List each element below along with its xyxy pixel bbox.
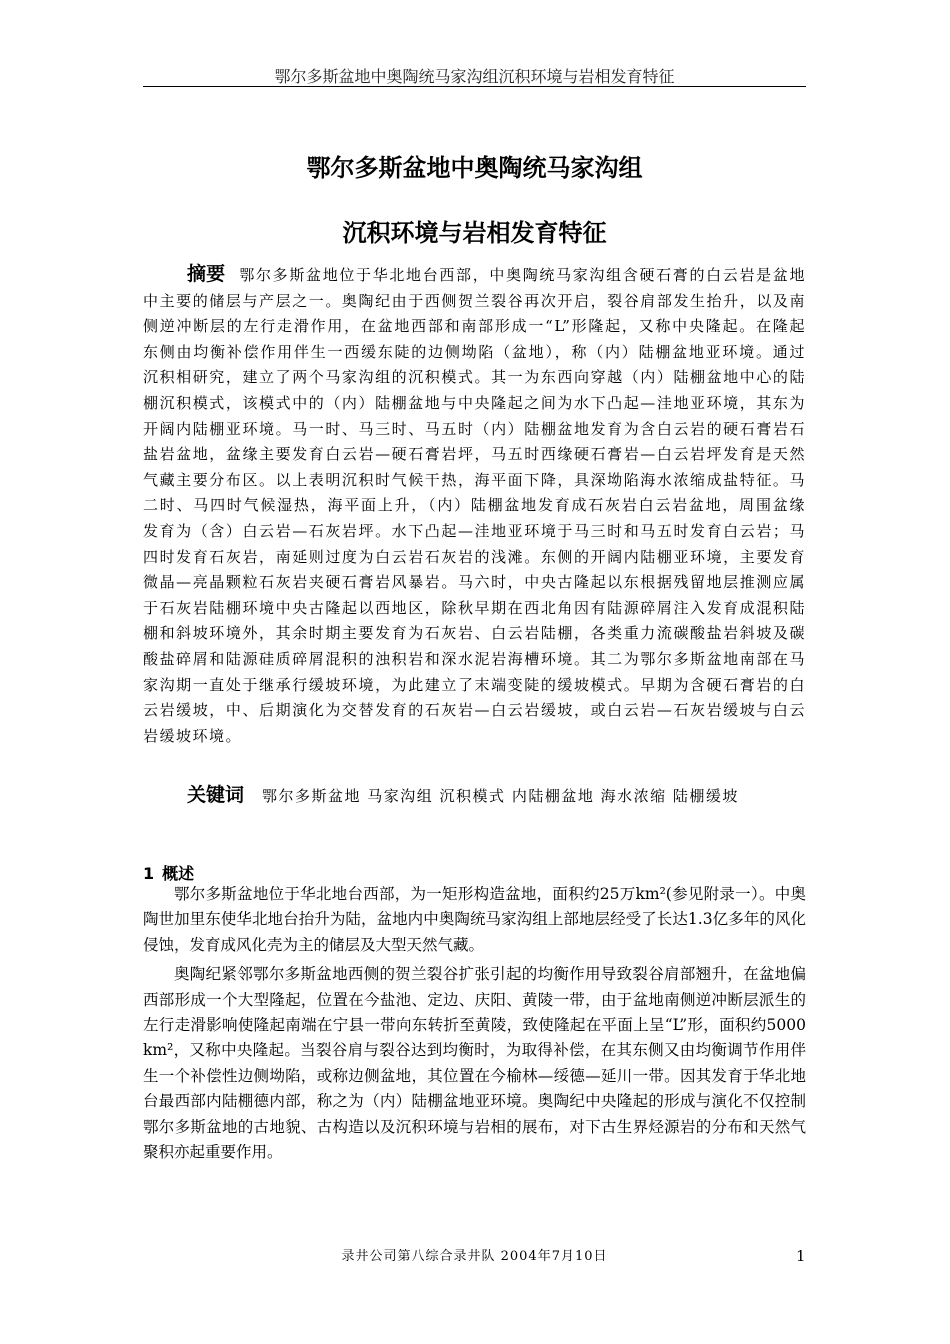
header-rule (143, 86, 806, 87)
keywords (143, 783, 806, 810)
document-title-line2: 沉积环境与岩相发育特征 (342, 219, 607, 247)
abstract (143, 262, 806, 749)
running-header: 鄂尔多斯盆地中奥陶统马家沟组沉积环境与岩相发育特征 (274, 67, 675, 86)
page-number: 1 (796, 1247, 806, 1265)
paragraph: 奥陶纪紧邻鄂尔多斯盆地西侧的贺兰裂谷扩张引起的均衡作用导致裂谷肩部翘升，在盆地偏西部形成一个大型隆起，位置在今盐池、定边、庆阳、黄陵一带，由于盆地南侧逆冲断层派生的左行走滑影响使隆起南端在宁县一带向东转折至黄陵，致使隆起在平面上呈“L”形，面积约5000 km²，又称中央隆起。当裂谷肩与裂谷达到均衡时，为取得补偿，在其东侧又由均衡调节作用伴生一个补偿性边侧坳陷，或称边侧盆地，其位置在今榆林—绥德—延川一带。因其发育于华北地台最西部内陆棚德内部，称之为（内）陆棚盆地亚环境。奥陶纪中央隆起的形成与演化不仅控制鄂尔多斯盆地的古地貌、古构造以及沉积环境与岩相的展布，对下古生界烃源岩的分布和天然气聚积亦起重要作用。 (143, 965, 806, 1162)
section-number: 1 (143, 864, 155, 883)
footer-text: 录井公司第八综合录井队 2004年7月10日 (341, 1249, 608, 1264)
keywords-text: 鄂尔多斯盆地 马家沟组 沉积模式 内陆棚盆地 海水浓缩 陆棚缓坡 (262, 787, 739, 805)
paragraph: 鄂尔多斯盆地位于华北地台西部，为一矩形构造盆地，面积约25万km²(参见附录一）。中奥陶世加里东使华北地台抬升为陆，盆地内中奥陶统马家沟组上部地层经受了长达1.3亿多年的风化侵蚀，发育成风化壳为主的储层及大型天然气藏。 (143, 885, 806, 954)
abstract-label: 摘要 (187, 263, 226, 285)
section-body (143, 882, 806, 1169)
keywords-label: 关键词 (187, 784, 245, 806)
document-title-line1: 鄂尔多斯盆地中奥陶统马家沟组 (306, 154, 643, 182)
section-heading (143, 861, 194, 884)
section-title: 概述 (162, 864, 195, 883)
abstract-text: 鄂尔多斯盆地位于华北地台西部，中奥陶统马家沟组含硬石膏的白云岩是盆地中主要的储层与产层之一。奥陶纪由于西侧贺兰裂谷再次开启，裂谷肩部发生抬升，以及南侧逆冲断层的左行走滑作用，在盆地西部和南部形成一“L”形隆起，又称中央隆起。在隆起东侧由均衡补偿作用伴生一西缓东陡的边侧坳陷（盆地），称（内）陆棚盆地亚环境。通过沉积相研究，建立了两个马家沟组的沉积模式。其一为东西向穿越（内）陆棚盆地中心的陆棚沉积模式，该模式中的（内）陆棚盆地与中央隆起之间为水下凸起—洼地亚环境，其东为开阔内陆棚亚环境。马一时、马三时、马五时（内）陆棚盆地发育为含白云岩的硬石膏岩石盐岩盆地，盆缘主要发育白云岩—硬石膏岩坪，马五时西缘硬石膏岩—白云岩坪发育是天然气藏主要分布区。以上表明沉积时气候干热，海平面下降，具深坳陷海水浓缩成盐特征。马二时、马四时气候湿热，海平面上升，（内）陆棚盆地发育成石灰岩白云岩盆地，周围盆缘发育为（含）白云岩—石灰岩坪。水下凸起—洼地亚环境于马三时和马五时发育白云岩；马四时发育石灰岩，南延则过度为白云岩石灰岩的浅滩。东侧的开阔内陆棚亚环境，主要发育微晶—亮晶颗粒石灰岩夹硬石膏岩风暴岩。马六时，中央古隆起以东根据残留地层推测应属于石灰岩陆棚环境中央古隆起以西地区，除秋早期在西北角因有陆源碎屑注入发育成混积陆棚和斜坡环境外，其余时期主要发育为石灰岩、白云岩陆棚，各类重力流碳酸盐岩斜坡及碳酸盐碎屑和陆源硅质碎屑混积的浊积岩和深水泥岩海槽环境。其二为鄂尔多斯盆地南部在马家沟期一直处于继承行缓坡环境，为此建立了末端变陡的缓坡模式。早期为含硬石膏岩的白云岩缓坡，中、后期演化为交替发育的石灰岩—白云岩缓坡，或白云岩—石灰岩缓坡与白云岩缓坡环境。 (143, 266, 806, 745)
